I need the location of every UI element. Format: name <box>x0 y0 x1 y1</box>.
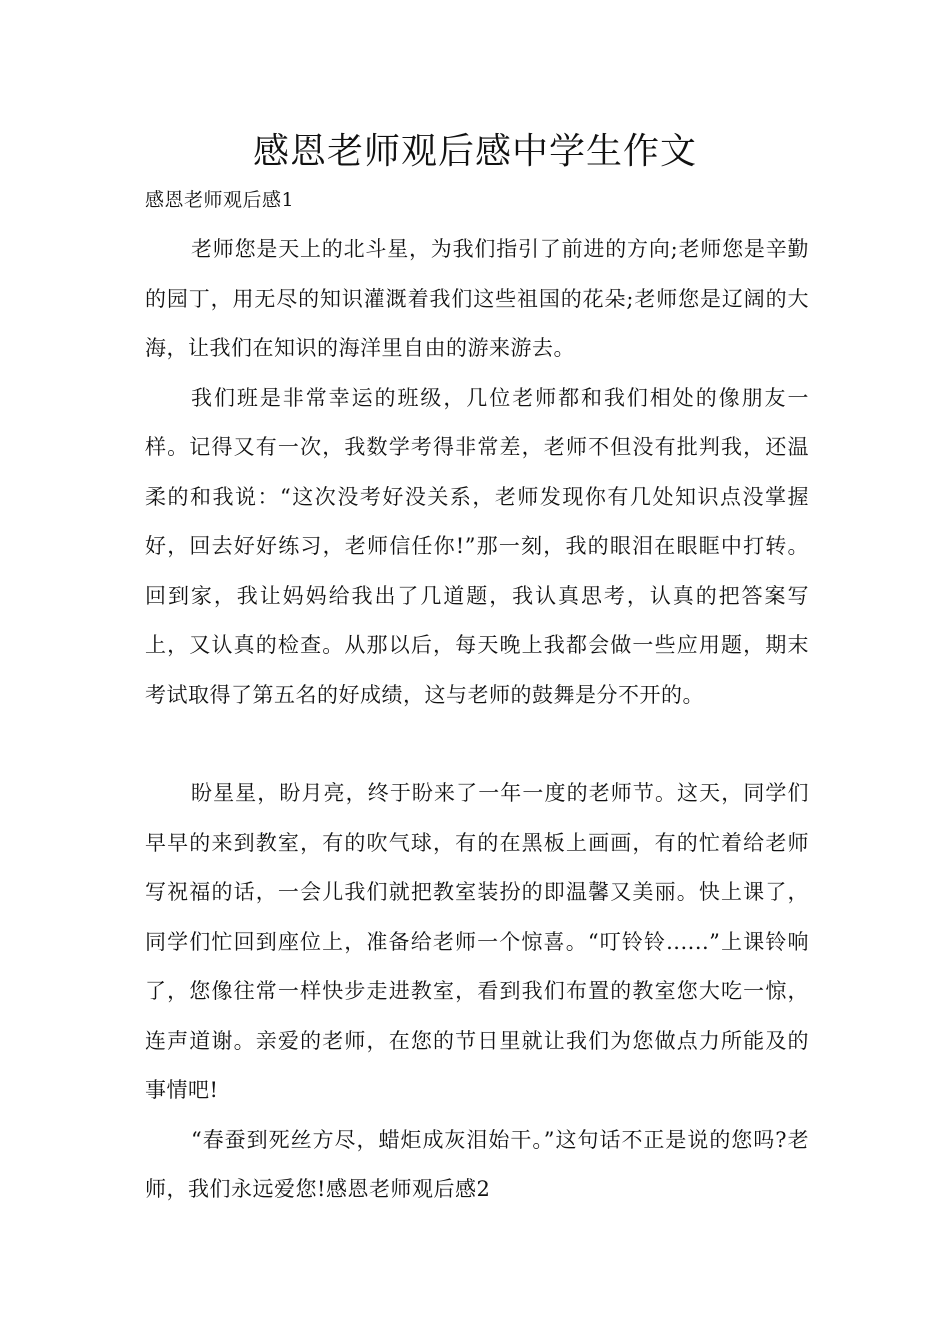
document-title: 感恩老师观后感中学生作文 <box>252 131 697 172</box>
section-heading: 感恩老师观后感1 <box>145 189 295 211</box>
paragraph-1: 老师您是天上的北斗星，为我们指引了前进的方向;老师您是辛勤的园丁，用无尽的知识灌溉着我们这些祖国的花朵;老师您是辽阔的大海，让我们在知识的海洋里自由的游来游去。 <box>145 237 809 360</box>
paragraph-2: 我们班是非常幸运的班级，几位老师都和我们相处的像朋友一样。记得又有一次，我数学考得非常差，老师不但没有批判我，还温柔的和我说：“这次没考好没关系，老师发现你有几处知识点没掌握好，回去好好练习，老师信任你!”那一刻，我的眼泪在眼眶中打转。回到家，我让妈妈给我出了几道题，我认真思考，认真的把答案写上，又认真的检查。从那以后，每天晚上我都会做一些应用题，期末考试取得了第五名的好成绩，这与老师的鼓舞是分不开的。 <box>145 385 809 707</box>
paragraph-gap <box>145 720 809 769</box>
paragraph-4: “春蚕到死丝方尽，蜡炬成灰泪始干。”这句话不正是说的您吗?老师，我们永远爱您!感恩老师观后感2 <box>145 1127 809 1201</box>
paragraph-3: 盼星星，盼月亮，终于盼来了一年一度的老师节。这天，同学们早早的来到教室，有的吹气球，有的在黑板上画画，有的忙着给老师写祝福的话，一会儿我们就把教室装扮的即温馨又美丽。快上课了，同学们忙回到座位上，准备给老师一个惊喜。“叮铃铃......”上课铃响了，您像往常一样快步走进教室，看到我们布置的教室您大吃一惊，连声道谢。亲爱的老师，在您的节日里就让我们为您做点力所能及的事情吧! <box>145 781 809 1102</box>
document-body <box>145 225 809 1215</box>
